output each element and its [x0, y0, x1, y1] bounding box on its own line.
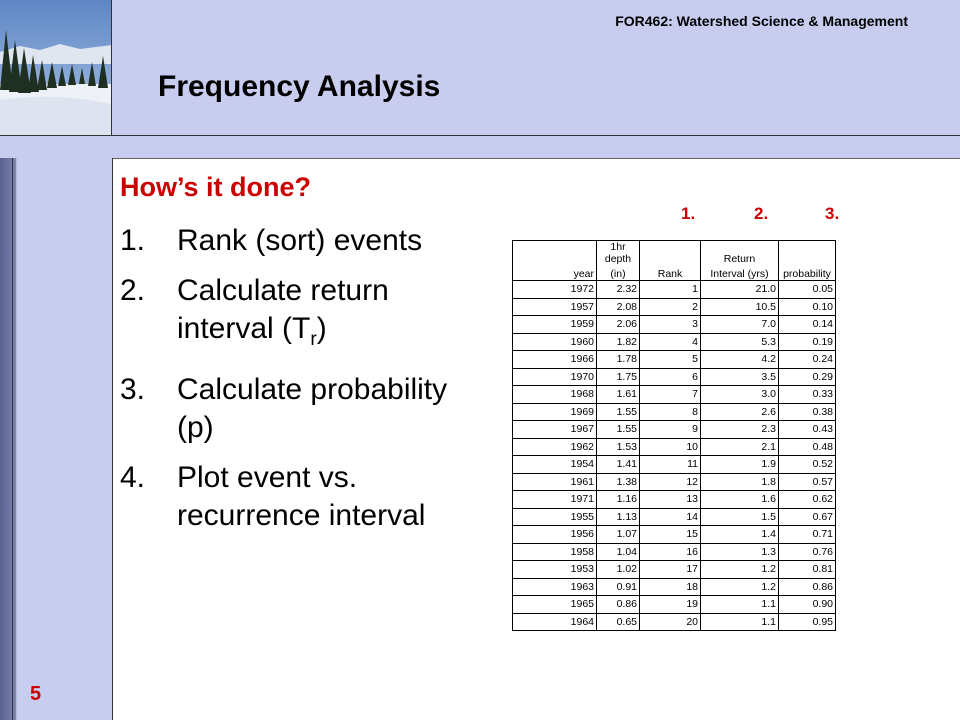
- header-depth-line1: 1hr depth: [597, 241, 640, 266]
- cell-depth: 1.07: [597, 526, 640, 544]
- cell-return-interval: 1.9: [701, 456, 779, 474]
- cell-depth: 1.75: [597, 368, 640, 386]
- cell-return-interval: 1.2: [701, 578, 779, 596]
- table-row: [513, 561, 836, 579]
- cell-year: 1963: [513, 578, 597, 596]
- table-row: [513, 613, 836, 631]
- cell-return-interval: 10.5: [701, 298, 779, 316]
- cell-year: 1956: [513, 526, 597, 544]
- cell-rank: 18: [640, 578, 701, 596]
- sidebar-divider: [12, 158, 13, 720]
- cell-probability: 0.62: [779, 491, 836, 509]
- list-item: [120, 459, 490, 535]
- column-marker-1: 1.: [681, 204, 696, 223]
- table-row: [513, 421, 836, 439]
- cell-return-interval: 3.0: [701, 386, 779, 404]
- cell-year: 1969: [513, 403, 597, 421]
- step-number: 2.: [120, 274, 146, 307]
- table-row: [513, 491, 836, 509]
- table-body: [513, 281, 836, 631]
- table-row: [513, 368, 836, 386]
- cell-rank: 3: [640, 316, 701, 334]
- cell-probability: 0.52: [779, 456, 836, 474]
- cell-return-interval: 1.5: [701, 508, 779, 526]
- step-text: Calculate probability (p): [177, 373, 448, 444]
- cell-year: 1966: [513, 351, 597, 369]
- cell-rank: 15: [640, 526, 701, 544]
- cell-depth: 1.61: [597, 386, 640, 404]
- cell-rank: 19: [640, 596, 701, 614]
- cell-probability: 0.14: [779, 316, 836, 334]
- column-marker-2: 2.: [754, 204, 769, 223]
- steps-list: [120, 222, 490, 547]
- cell-year: 1964: [513, 613, 597, 631]
- header-divider: [0, 135, 960, 159]
- cell-probability: 0.57: [779, 473, 836, 491]
- table-header-row: [513, 241, 836, 266]
- cell-return-interval: 1.2: [701, 561, 779, 579]
- cell-depth: 1.38: [597, 473, 640, 491]
- cell-probability: 0.95: [779, 613, 836, 631]
- cell-return-interval: 1.3: [701, 543, 779, 561]
- cell-probability: 0.86: [779, 578, 836, 596]
- cell-return-interval: 2.6: [701, 403, 779, 421]
- column-marker-3: 3.: [825, 204, 840, 223]
- left-sidebar: [0, 158, 113, 720]
- cell-rank: 8: [640, 403, 701, 421]
- header-probability: probability: [779, 265, 836, 281]
- cell-year: 1962: [513, 438, 597, 456]
- step-number: 4.: [120, 461, 146, 494]
- header-prob-line1: [779, 241, 836, 266]
- cell-depth: 1.55: [597, 403, 640, 421]
- cell-rank: 13: [640, 491, 701, 509]
- table-row: [513, 281, 836, 299]
- cell-return-interval: 2.1: [701, 438, 779, 456]
- cell-year: 1954: [513, 456, 597, 474]
- table-row: [513, 316, 836, 334]
- cell-return-interval: 21.0: [701, 281, 779, 299]
- cell-rank: 10: [640, 438, 701, 456]
- slide-number: 5: [30, 683, 42, 705]
- cell-rank: 17: [640, 561, 701, 579]
- cell-depth: 2.06: [597, 316, 640, 334]
- cell-depth: 1.78: [597, 351, 640, 369]
- step-text-end: ): [316, 312, 327, 345]
- table-row: [513, 578, 836, 596]
- cell-rank: 2: [640, 298, 701, 316]
- cell-probability: 0.67: [779, 508, 836, 526]
- table-row: [513, 386, 836, 404]
- table-row: [513, 526, 836, 544]
- cell-rank: 11: [640, 456, 701, 474]
- cell-depth: 1.82: [597, 333, 640, 351]
- cell-probability: 0.24: [779, 351, 836, 369]
- cell-return-interval: 2.3: [701, 421, 779, 439]
- cell-return-interval: 5.3: [701, 333, 779, 351]
- cell-probability: 0.10: [779, 298, 836, 316]
- cell-probability: 0.81: [779, 561, 836, 579]
- table-row: [513, 473, 836, 491]
- table-row: [513, 403, 836, 421]
- course-title: FOR462: Watershed Science & Management: [615, 13, 908, 29]
- snowy-forest-photo: [0, 0, 112, 135]
- header-year: year: [513, 265, 597, 281]
- cell-depth: 1.04: [597, 543, 640, 561]
- cell-year: 1968: [513, 386, 597, 404]
- step-text: [177, 272, 490, 359]
- cell-depth: 0.65: [597, 613, 640, 631]
- table-row: [513, 508, 836, 526]
- cell-probability: 0.19: [779, 333, 836, 351]
- cell-year: 1958: [513, 543, 597, 561]
- cell-return-interval: 1.4: [701, 526, 779, 544]
- cell-rank: 12: [640, 473, 701, 491]
- cell-depth: 1.55: [597, 421, 640, 439]
- cell-rank: 4: [640, 333, 701, 351]
- cell-year: 1959: [513, 316, 597, 334]
- table-row: [513, 333, 836, 351]
- column-markers: [0, 204, 960, 230]
- cell-probability: 0.90: [779, 596, 836, 614]
- cell-depth: 2.08: [597, 298, 640, 316]
- cell-rank: 1: [640, 281, 701, 299]
- cell-year: 1965: [513, 596, 597, 614]
- header-return-line1: Return: [701, 241, 779, 266]
- cell-year: 1971: [513, 491, 597, 509]
- step-number: 1.: [120, 224, 146, 257]
- frequency-table: [512, 240, 836, 631]
- page-title: Frequency Analysis: [158, 70, 441, 103]
- cell-rank: 7: [640, 386, 701, 404]
- list-item: [120, 272, 490, 359]
- cell-depth: 1.53: [597, 438, 640, 456]
- step-text-main: Calculate return interval (T: [177, 274, 389, 345]
- step-text: Rank (sort) events: [177, 224, 423, 257]
- section-heading: How’s it done?: [120, 172, 311, 202]
- cell-year: 1957: [513, 298, 597, 316]
- cell-year: 1955: [513, 508, 597, 526]
- cell-year: 1960: [513, 333, 597, 351]
- cell-year: 1967: [513, 421, 597, 439]
- cell-rank: 20: [640, 613, 701, 631]
- header-rank: Rank: [640, 265, 701, 281]
- cell-probability: 0.05: [779, 281, 836, 299]
- cell-depth: 0.86: [597, 596, 640, 614]
- cell-rank: 14: [640, 508, 701, 526]
- table-row: [513, 596, 836, 614]
- cell-return-interval: 1.1: [701, 596, 779, 614]
- list-item: [120, 371, 490, 447]
- step-text: Plot event vs. recurrence interval: [177, 461, 426, 532]
- cell-year: 1961: [513, 473, 597, 491]
- cell-return-interval: 1.1: [701, 613, 779, 631]
- cell-rank: 6: [640, 368, 701, 386]
- header-rank-line1: [640, 241, 701, 266]
- cell-probability: 0.76: [779, 543, 836, 561]
- table-row: [513, 438, 836, 456]
- step-subscript: r: [310, 329, 317, 350]
- cell-depth: 1.02: [597, 561, 640, 579]
- table-row: [513, 543, 836, 561]
- cell-year: 1953: [513, 561, 597, 579]
- table-row: [513, 351, 836, 369]
- cell-probability: 0.48: [779, 438, 836, 456]
- header-depth: (in): [597, 265, 640, 281]
- header-year-line1: [513, 241, 597, 266]
- table-header-row: [513, 265, 836, 281]
- table-row: [513, 298, 836, 316]
- cell-year: 1970: [513, 368, 597, 386]
- cell-return-interval: 1.8: [701, 473, 779, 491]
- cell-depth: 1.13: [597, 508, 640, 526]
- cell-return-interval: 7.0: [701, 316, 779, 334]
- header-return-interval: Interval (yrs): [701, 265, 779, 281]
- table-row: [513, 456, 836, 474]
- cell-depth: 0.91: [597, 578, 640, 596]
- cell-rank: 16: [640, 543, 701, 561]
- cell-probability: 0.43: [779, 421, 836, 439]
- cell-probability: 0.33: [779, 386, 836, 404]
- cell-probability: 0.71: [779, 526, 836, 544]
- cell-probability: 0.38: [779, 403, 836, 421]
- cell-return-interval: 1.6: [701, 491, 779, 509]
- cell-rank: 9: [640, 421, 701, 439]
- cell-return-interval: 4.2: [701, 351, 779, 369]
- cell-depth: 1.41: [597, 456, 640, 474]
- slide-header: [0, 0, 960, 135]
- cell-depth: 2.32: [597, 281, 640, 299]
- cell-rank: 5: [640, 351, 701, 369]
- cell-return-interval: 3.5: [701, 368, 779, 386]
- step-number: 3.: [120, 373, 146, 406]
- cell-probability: 0.29: [779, 368, 836, 386]
- cell-depth: 1.16: [597, 491, 640, 509]
- cell-year: 1972: [513, 281, 597, 299]
